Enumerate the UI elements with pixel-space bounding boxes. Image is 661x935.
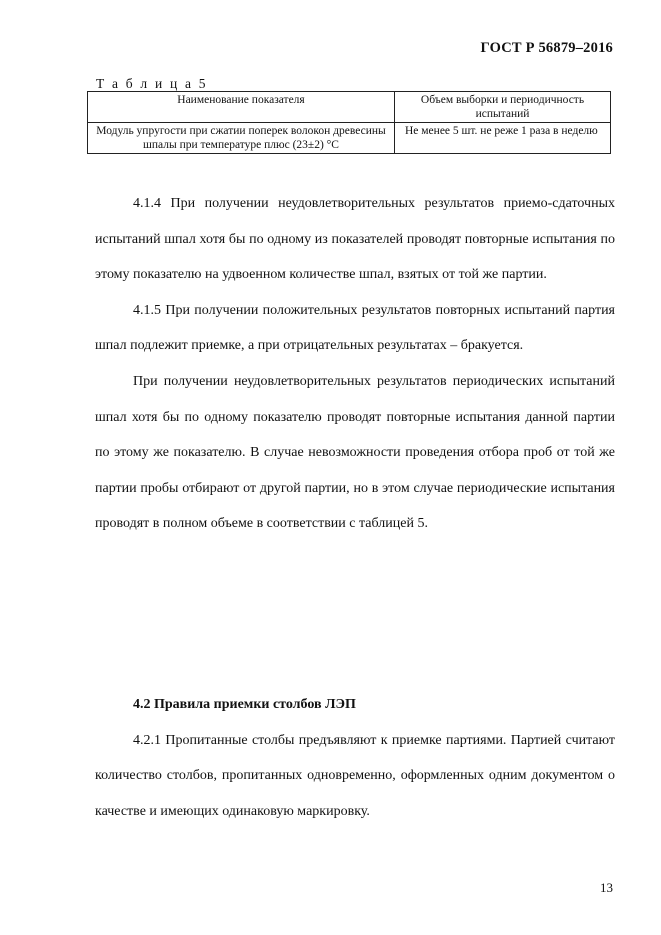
section-heading: 4.2 Правила приемки столбов ЛЭП (133, 697, 356, 712)
table-cell-indicator: Модуль упругости при сжатии поперек волокон древесины шпалы при температуре плюс (23±2) °С (88, 123, 395, 154)
document-code: ГОСТ Р 56879–2016 (480, 40, 613, 56)
section-4-2 (95, 687, 615, 829)
table-5 (87, 91, 611, 154)
table-cell-sample: Не менее 5 шт. не реже 1 раза в неделю (395, 123, 611, 154)
column-header-indicator: Наименование показателя (88, 92, 395, 123)
paragraph-4-2-1: 4.2.1 Пропитанные столбы предъявляют к приемке партиями. Партией считают количество столбов, пропитанных одновременно, оформленных одним документом о качестве и имеющих одинаковую маркировку. (95, 732, 615, 819)
body-text-block (95, 186, 615, 542)
page-number: 13 (600, 880, 613, 895)
column-header-sample: Объем выборки и периодичность испытаний (395, 92, 611, 123)
paragraph-4-1-4: 4.1.4 При получении неудовлетворительных результатов приемо-сдаточных испытаний шпал хотя бы по одному из показателей проводят повторные испытания по этому показателю на удвоенном количестве шпал, взятых от той же партии. (95, 196, 615, 283)
table-caption: Т а б л и ц а 5 (96, 76, 208, 91)
paragraph-periodic-tests: При получении неудовлетворительных результатов периодических испытаний шпал хотя бы по одному показателю проводят повторные испытания данной партии по этому же показателю. В случае невозможности проведения отбора проб от той же партии пробы отбирают от другой партии, но в этом случае периодические испытания проводят в полном объеме в соответствии с таблицей 5. (95, 373, 615, 532)
paragraph-4-1-5: 4.1.5 При получении положительных результатов повторных испытаний партия шпал подлежит приемке, а при отрицательных результатах – бракуется. (95, 302, 615, 354)
table-header-row (88, 92, 611, 123)
table-row (88, 123, 611, 154)
